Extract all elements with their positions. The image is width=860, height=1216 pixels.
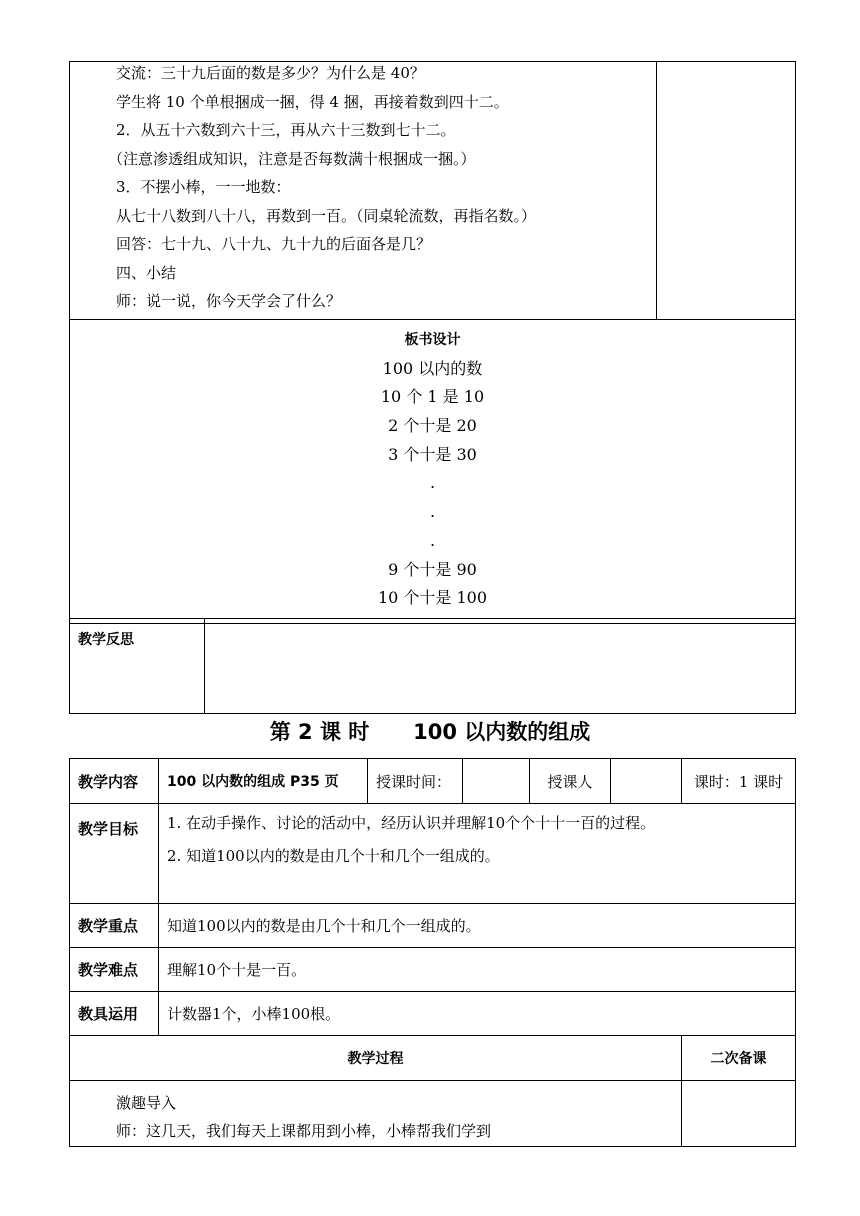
board-line: 9 个十是 90 — [388, 559, 477, 579]
teacher-value — [611, 759, 682, 804]
process-cell — [70, 1081, 682, 1147]
tools-label: 教具运用 — [70, 992, 159, 1036]
lesson2-heading: 第 2 课 时 100 以内数的组成 — [269, 720, 591, 744]
board-line: . — [429, 473, 436, 493]
secondary-header: 二次备课 — [682, 1036, 796, 1081]
goals-cell — [159, 804, 796, 904]
continuation-line: 交流：三十九后面的数是多少？为什么是 40？ — [116, 64, 425, 82]
continuation-line: 3．不摆小棒，一一地数： — [116, 178, 291, 196]
period-label: 课时：1 课时 — [682, 759, 796, 804]
board-design-cell — [70, 320, 796, 624]
goal-1: 1. 在动手操作、讨论的活动中，经历认识并理解10个个十十一百的过程。 — [167, 814, 656, 832]
board-line: 10 个十是 100 — [377, 588, 488, 608]
board-line: 100 以内的数 — [382, 358, 483, 378]
teacher-label: 授课人 — [530, 759, 611, 804]
difficulty-label: 教学难点 — [70, 948, 159, 992]
reflection-table — [69, 618, 796, 714]
process-header: 教学过程 — [70, 1036, 682, 1081]
content-value: 100 以内数的组成 P35 页 — [159, 759, 368, 804]
continuation-line: 师：说一说，你今天学会了什么？ — [116, 292, 342, 310]
difficulty-value: 理解10个十是一百。 — [159, 948, 796, 992]
continuation-line: 2．从五十六数到六十三，再从六十三数到七十二。 — [116, 121, 456, 139]
continuation-line: 回答：七十九、八十九、九十九的后面各是几？ — [116, 235, 432, 253]
time-label: 授课时间： — [368, 759, 463, 804]
reflection-label: 教学反思 — [70, 619, 205, 714]
process-line-1: 激趣导入 — [116, 1094, 177, 1112]
lesson2-table — [69, 758, 796, 1147]
board-design-title: 板书设计 — [404, 332, 461, 348]
board-line: 2 个十是 20 — [388, 416, 477, 436]
board-line: . — [429, 502, 436, 522]
secondary-prep-cell — [657, 62, 796, 320]
content-label: 教学内容 — [70, 759, 159, 804]
continuation-line: （注意渗透组成知识，注意是否每数满十根捆成一捆。） — [108, 149, 476, 168]
tools-value: 计数器1个，小棒100根。 — [159, 992, 796, 1036]
board-line: . — [429, 530, 436, 550]
process-line-2: 师：这几天，我们每天上课都用到小棒，小棒帮我们学到 — [116, 1122, 492, 1140]
secondary-cell — [682, 1081, 796, 1147]
lesson1-continuation-table — [69, 61, 796, 624]
board-line: 3 个十是 30 — [388, 444, 477, 464]
board-line: 10 个 1 是 10 — [380, 387, 485, 407]
continuation-line: 四、小结 — [116, 263, 177, 282]
key-label: 教学重点 — [70, 904, 159, 948]
continuation-line: 学生将 10 个单根捆成一捆，得 4 捆，再接着数到四十二。 — [116, 92, 509, 111]
process-continuation-cell — [70, 62, 657, 320]
key-value: 知道100以内的数是由几个十和几个一组成的。 — [159, 904, 796, 948]
goals-label: 教学目标 — [70, 804, 159, 904]
reflection-content — [205, 619, 796, 714]
goal-2: 2. 知道100以内的数是由几个十和几个一组成的。 — [167, 847, 500, 865]
continuation-line: 从七十八数到八十八，再数到一百。（同桌轮流数，再指名数。） — [116, 206, 537, 225]
time-value — [463, 759, 530, 804]
